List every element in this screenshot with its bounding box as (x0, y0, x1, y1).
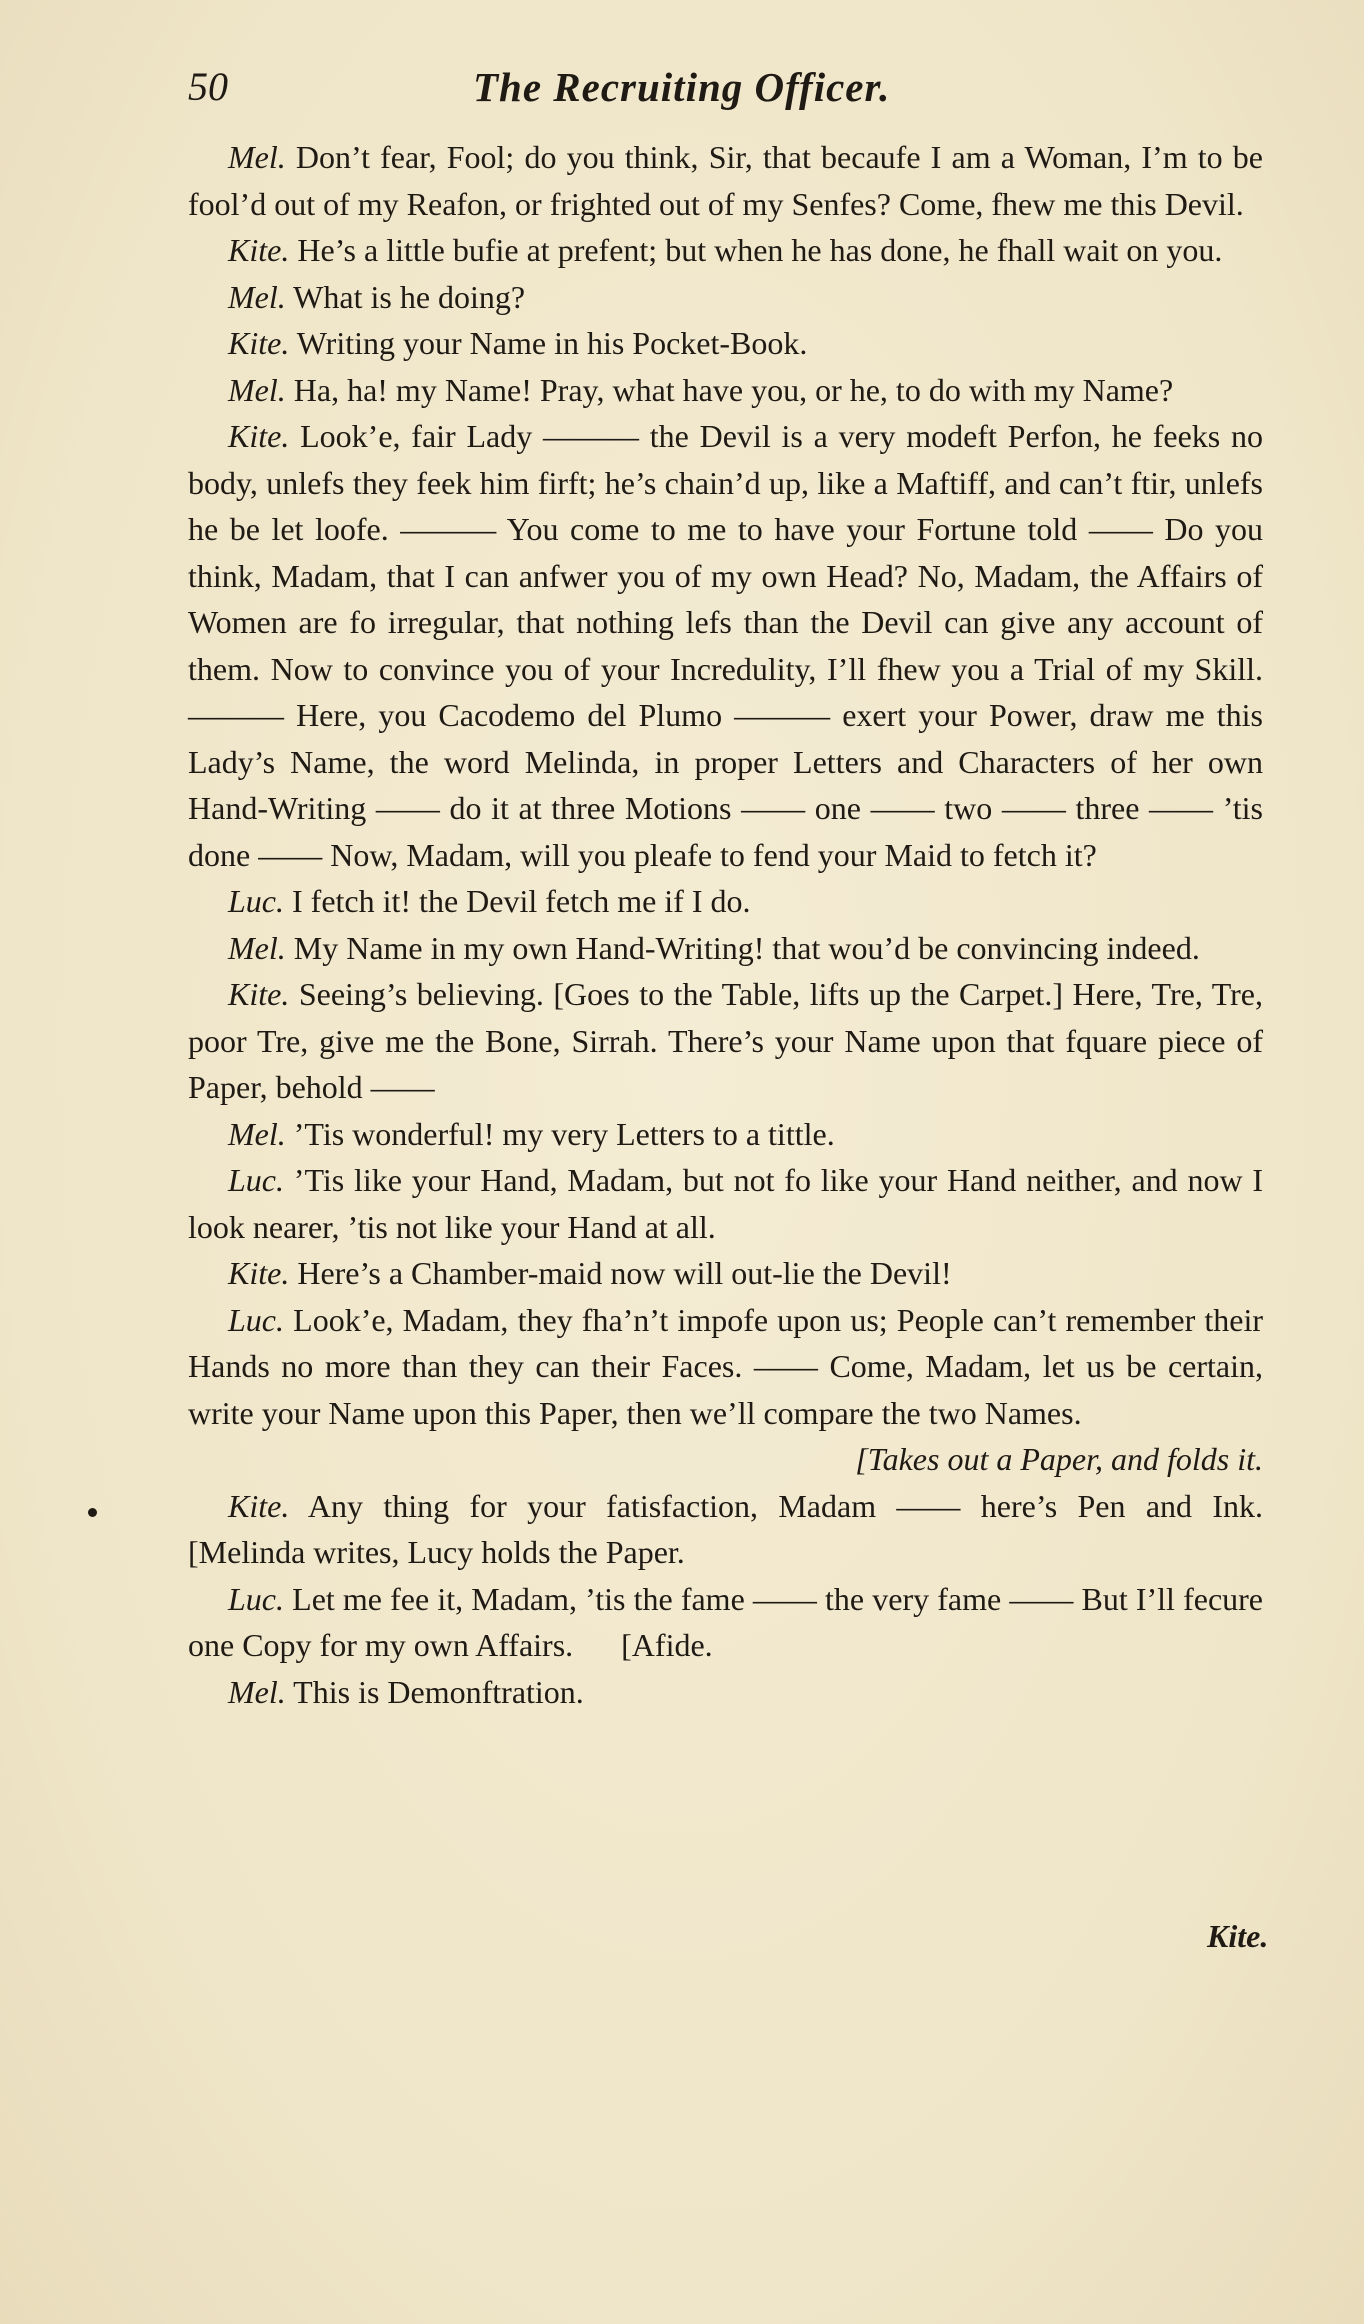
catchword: Kite. (1207, 1918, 1269, 1954)
speaker-name: Mel. (228, 371, 286, 408)
speaker-name: Mel. (228, 1673, 286, 1710)
speaker-name: Kite. (228, 418, 290, 454)
speech-text: This is Demonftration. (293, 1673, 584, 1710)
speech-text: He’s a little bufie at prefent; but when he has done, he fhall wait on you. (297, 232, 1223, 268)
speaker-name: Luc. (228, 883, 284, 919)
speech-text: My Name in my own Hand-Writing! that wou’d be convincing indeed. (293, 929, 1200, 966)
speech-text: Here’s a Chamber-maid now will out-lie the Devil! (297, 1255, 952, 1291)
speech-paragraph (188, 971, 1263, 1111)
speech-paragraph (188, 1483, 1312, 1576)
speech-paragraph (188, 413, 1263, 878)
speech-text: I fetch it! the Devil fetch me if I do. (292, 883, 751, 919)
speech-text: Let me fee it, Madam, ’tis the fame —— the very fame —— But I’ll fecure one Copy for my own Affairs. [Afide. (188, 1580, 1272, 1663)
speaker-name: Mel. (228, 139, 286, 175)
running-title: The Recruiting Officer. (473, 64, 891, 110)
speech-text: ’Tis wonderful! my very Letters to a tittle. (293, 1115, 835, 1152)
stage-direction-text: [Takes out a Paper, and folds it. (855, 1441, 1263, 1477)
stage-direction (188, 1436, 1263, 1483)
speech-text: Don’t fear, Fool; do you think, Sir, that becaufe I am a Woman, I’m to be fool’d out of my Reafon, or frighted out of my Senfes? Come, fhew me this Devil. (188, 139, 1264, 222)
speech-text: Ha, ha! my Name! Pray, what have you, or he, to do with my Name? (293, 371, 1174, 408)
speech-paragraph (188, 1111, 1263, 1158)
speech-paragraph (188, 878, 1263, 925)
speaker-name: Mel. (228, 929, 286, 966)
speech-text: What is he doing? (293, 278, 526, 315)
speech-paragraph (188, 1576, 1272, 1669)
speaker-name: Kite. (228, 232, 290, 268)
speaker-name: Mel. (228, 278, 286, 315)
speech-paragraph (188, 320, 1263, 367)
speech-paragraph (188, 134, 1263, 227)
speaker-name: Kite. (228, 325, 290, 361)
speaker-name: Kite. (228, 1255, 290, 1291)
speaker-name: Luc. (228, 1580, 284, 1617)
speech-text: Seeing’s believing. [Goes to the Table, lifts up the Carpet.] Here, Tre, Tre, poor Tre, give me the Bone, Sirrah. There’s your Name upon that fquare piece of Paper, behold —— (188, 976, 1264, 1105)
speech-text: Writing your Name in his Pocket-Book. (296, 325, 808, 361)
speech-paragraph (188, 1669, 1263, 1716)
page-number: 50 (188, 64, 228, 109)
speaker-name: Kite. (228, 1487, 290, 1524)
speech-text: Look’e, Madam, they fha’n’t impofe upon us; People can’t remember their Hands no more than they can their Faces. —— Come, Madam, let us be certain, write your Name upon this Paper, then we’ll compare the two Names. (188, 1301, 1264, 1431)
speaker-name: Luc. (228, 1162, 284, 1198)
speech-paragraph (188, 1157, 1263, 1250)
speech-text: Look’e, fair Lady ——— the Devil is a very modeft Perfon, he feeks no body, unlefs they feek him firft; he’s chain’d up, like a Maftiff, and can’t ftir, unlefs he be let loofe. ——— You come to me to have your Fortune told —— Do you think, Madam, that I can anfwer you of my own Head? No, Madam, the Affairs of Women are fo irregular, that nothing lefs than the Devil can give any account of them. Now to convince you of your Incredulity, I’ll fhew you a Trial of my Skill. ——— Here, you Cacodemo del Plumo ——— exert your Power, draw me this Lady’s Name, the word Melinda, in proper Letters and Characters of her own Hand-Writing —— do it at three Motions —— one —— two —— three —— ’tis done —— Now, Madam, will you pleafe to fend your Maid to fetch it? (188, 418, 1264, 873)
running-head (188, 58, 1263, 132)
speaker-name: Kite. (228, 976, 290, 1012)
speaker-name: Mel. (228, 1115, 286, 1152)
speaker-name: Luc. (228, 1301, 284, 1338)
speech-text: ’Tis like your Hand, Madam, but not fo like your Hand neither, and now I look nearer, ’tis not like your Hand at all. (188, 1162, 1263, 1245)
speech-paragraph (188, 274, 1263, 321)
speech-text: Any thing for your fatisfaction, Madam —— here’s Pen and Ink. [Melinda writes, Lucy holds the Paper. (188, 1487, 1312, 1570)
margin-dot (88, 1508, 97, 1517)
speech-paragraph (188, 1297, 1263, 1437)
speech-paragraph (188, 1250, 1263, 1297)
speech-paragraph (188, 367, 1263, 414)
speech-paragraph (188, 925, 1263, 972)
page-text-block (188, 58, 1312, 1715)
speech-paragraph (188, 227, 1263, 274)
